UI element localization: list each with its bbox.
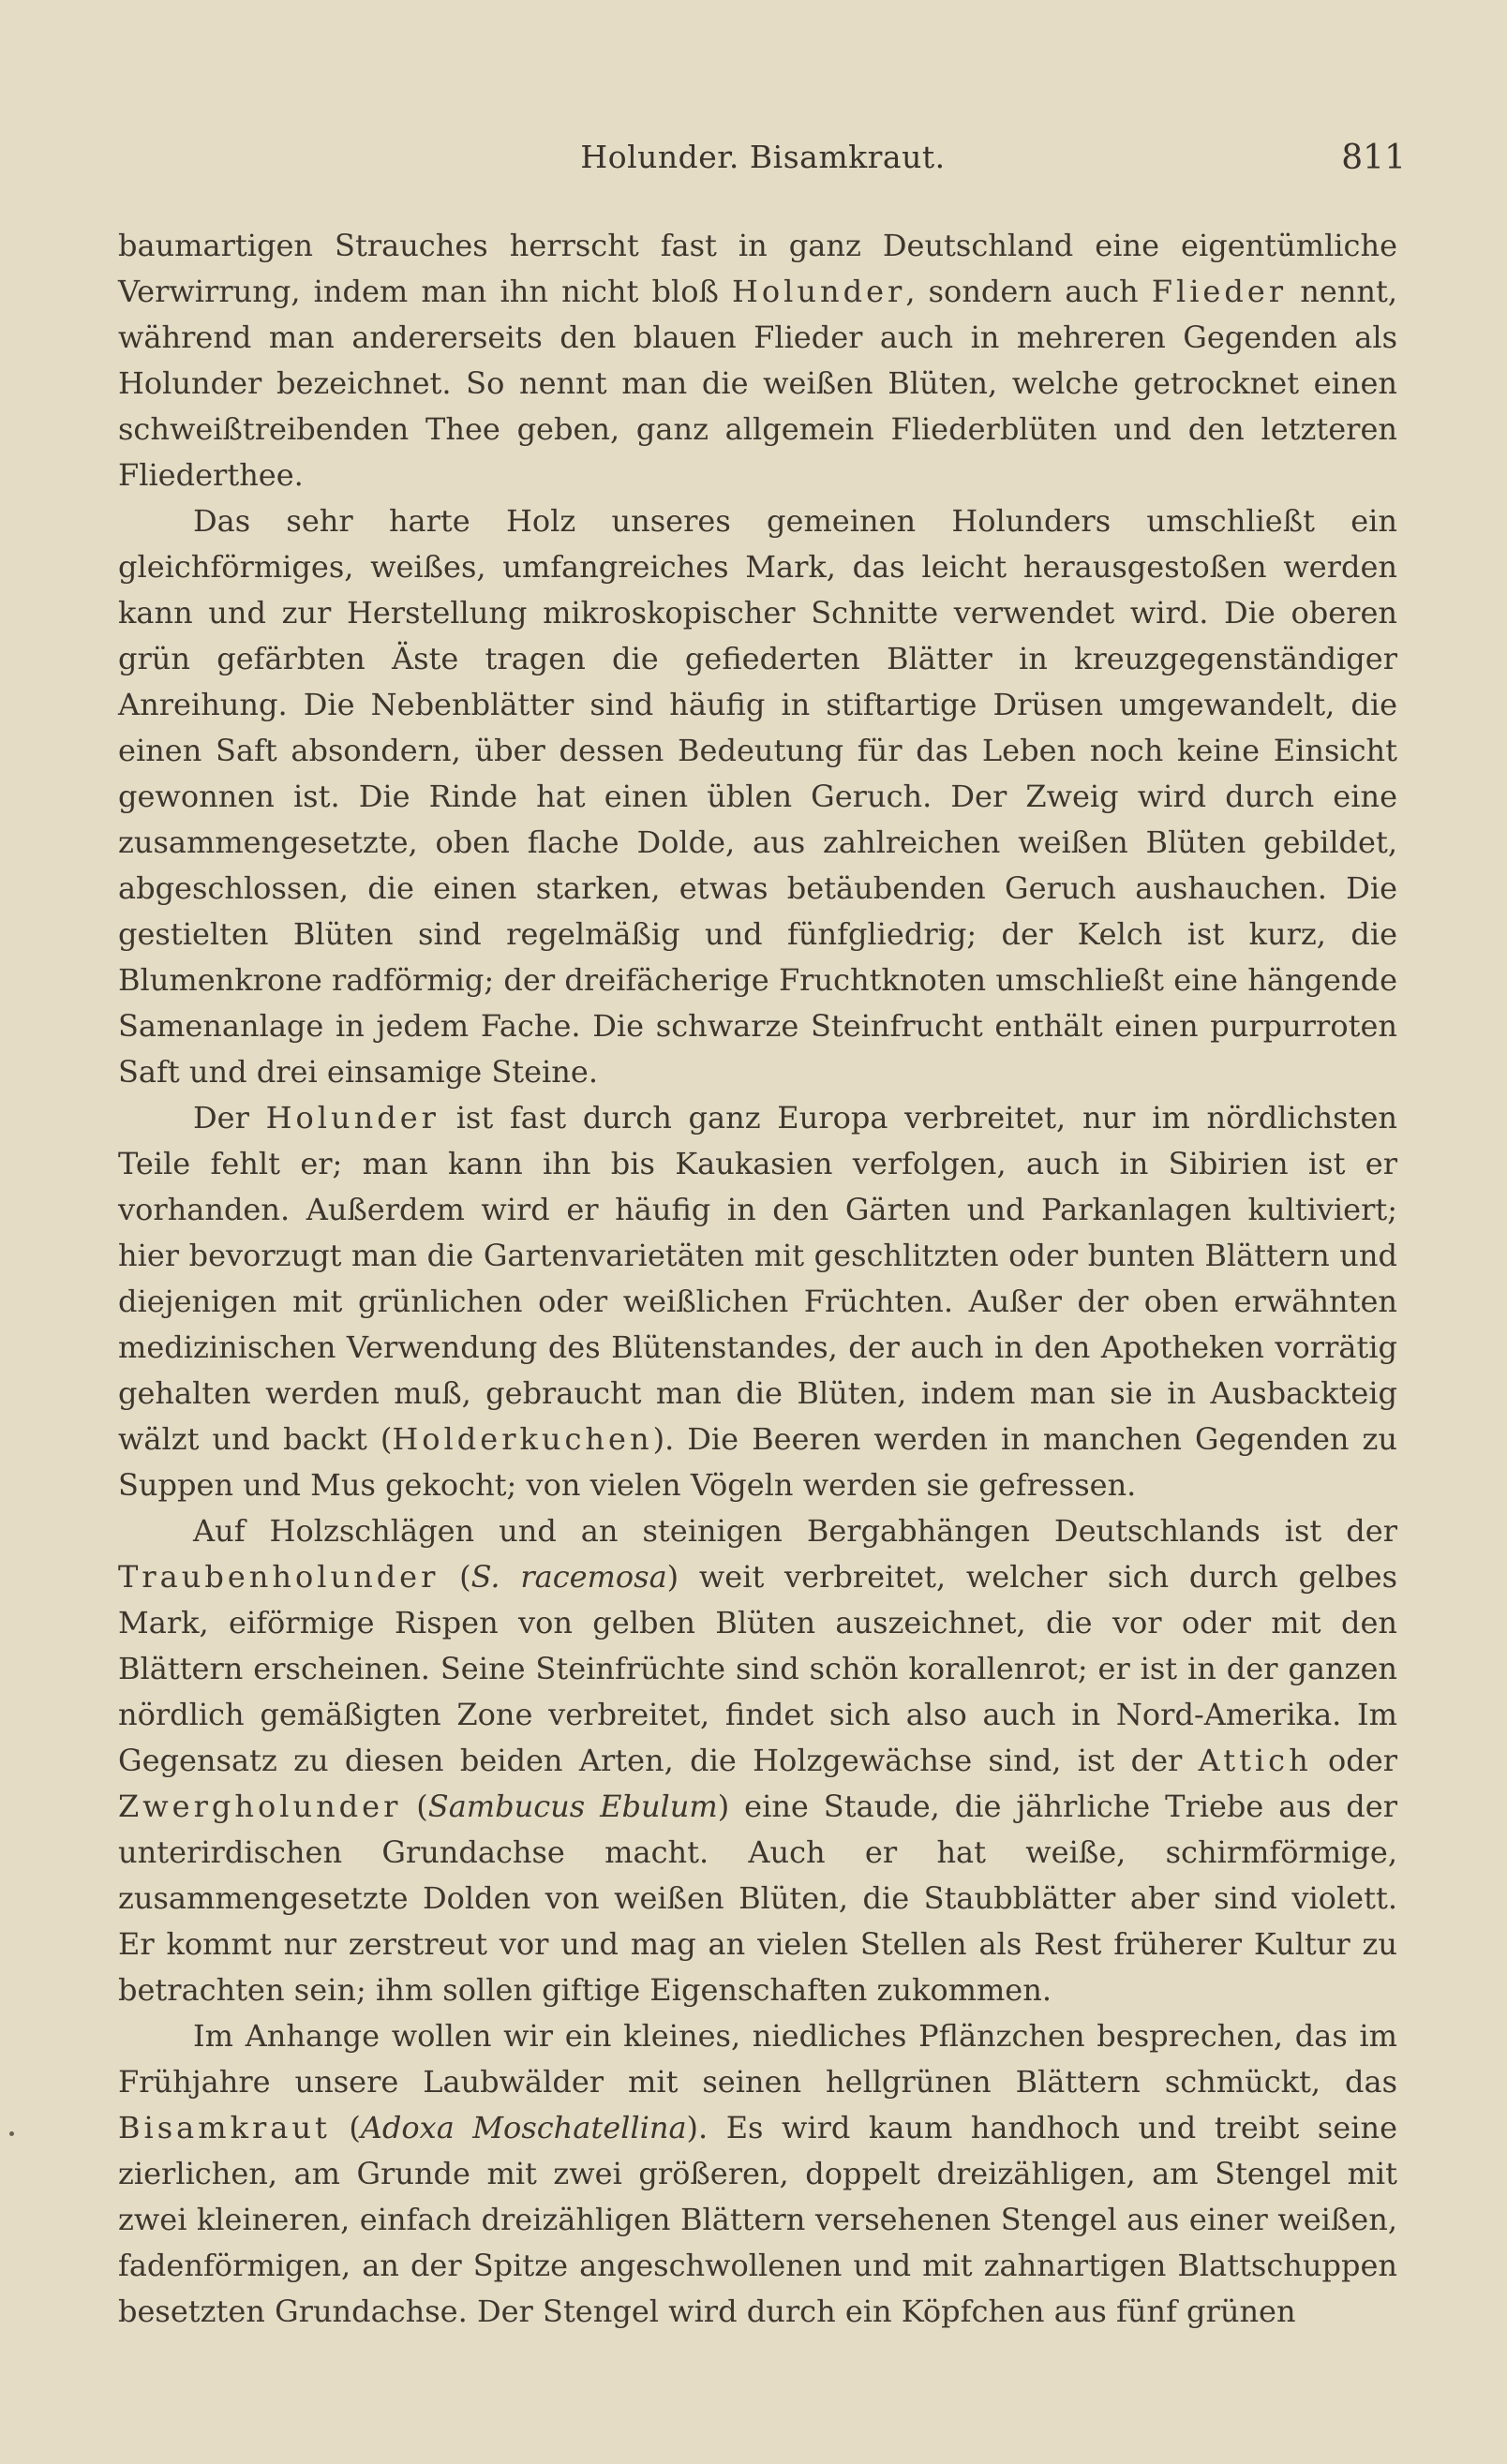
latin-name: S. racemosa [470,1559,667,1595]
text-run: Der [193,1100,266,1136]
page-number: 811 [1341,139,1406,177]
text-run: , sondern auch [905,274,1152,309]
spaced-term: Bisamkraut [118,2110,331,2145]
text-run: ( [439,1559,471,1595]
text-run: baumartigen Strauches herrscht fast in ganz Deutschland eine eigentümliche Verwirrung, indem man ihn nicht bloß [118,228,1397,309]
running-header [120,139,1406,186]
spaced-term: Flieder [1151,274,1288,309]
text-run: ( [330,2110,361,2145]
text-run: Im Anhange wollen wir ein kleines, niedliches Pflänzchen besprechen, das im Frühjahre unsere Laubwälder mit seinen hellgrünen Blättern schmückt, das [118,2018,1397,2100]
paragraph-1 [118,223,1397,498]
text-run: oder [1311,1743,1397,1778]
text-run: ) eine Staude, die jährliche Triebe aus der unterirdischen Grundachse macht. Auch er hat weiße, schirmförmige, zusammengesetzte Dolden von weißen Blüten, die Staubblätter aber sind violett. Er kommt nur zerstreut vor und mag an vielen Stellen als Rest früherer Kultur zu betrachten sein; ihm sollen giftige Eigenschaften zukommen. [118,1789,1398,2008]
spaced-term: Holunder [731,274,906,309]
spaced-term: Holunder [265,1100,440,1136]
spaced-term: Holderkuchen [392,1421,653,1457]
latin-name: Sambucus Ebulum [427,1789,718,1824]
text-run: ) weit verbreitet, welcher sich durch gelbes Mark, eiförmige Rispen von gelben Blüten auszeichnet, die vor oder mit den Blättern erscheinen. Seine Steinfrüchte sind schön korallenrot; er ist in der ganzen nördlich gemäßigten Zone verbreitet, findet sich also auch in Nord-Amerika. Im Gegensatz zu diesen beiden Arten, die Holzgewächse sind, ist der [118,1559,1397,1778]
latin-name: Adoxa Moschatellina [360,2110,687,2145]
text-run: ). Die Beeren werden in manchen Gegenden zu Suppen und Mus gekocht; von vielen Vögeln werden sie gefressen. [118,1421,1398,1503]
paragraph-3 [118,1095,1397,1508]
spaced-term: Attich [1198,1743,1312,1778]
spaced-term: Traubenholunder [118,1559,440,1595]
text-run: Auf Holzschlägen und an steinigen Bergabhängen Deutschlands ist der [193,1513,1397,1549]
body-text [118,223,1397,2335]
running-title: Holunder. Bisamkraut. [580,139,946,175]
spaced-term: Zwergholunder [118,1789,402,1824]
paragraph-4 [118,1508,1397,2013]
paragraph-2 [118,498,1397,1095]
ink-speck [9,2131,14,2136]
text-run: ( [401,1789,428,1824]
text-run: nennt, während man andererseits den blauen Flieder auch in mehreren Gegenden als Holunder bezeichnet. So nennt man die weißen Blüten, welche getrocknet einen schweißtreibenden Thee geben, ganz allgemein Fliederblüten und den letzteren Fliederthee. [118,274,1398,493]
paragraph-5 [118,2013,1397,2335]
text-run: ist fast durch ganz Europa verbreitet, nur im nördlichsten Teile fehlt er; man kann ihn bis Kaukasien verfolgen, auch in Sibirien ist er vorhanden. Außerdem wird er häufig in den Gärten und Parkanlagen kultiviert; hier bevorzugt man die Gartenvarietäten mit geschlitzten oder bunten Blättern und diejenigen mit grünlichen oder weißlichen Früchten. Außer der oben erwähnten medizinischen Verwendung des Blütenstandes, der auch in den Apotheken vorrätig gehalten werden muß, gebraucht man die Blüten, indem man sie in Ausbackteig wälzt und backt ( [118,1100,1398,1457]
text-run: ). Es wird kaum handhoch und treibt seine zierlichen, am Grunde mit zwei größeren, doppelt dreizähligen, am Stengel mit zwei kleineren, einfach dreizähligen Blättern versehenen Stengel aus einer weißen, fadenförmigen, an der Spitze angeschwollenen und mit zahnartigen Blattschuppen besetzten Grundachse. Der Stengel wird durch ein Köpfchen aus fünf grünen [118,2110,1398,2329]
text-run: Das sehr harte Holz unseres gemeinen Holunders umschließt ein gleichförmiges, weißes, umfangreiches Mark, das leicht herausgestoßen werden kann und zur Herstellung mikroskopischer Schnitte verwendet wird. Die oberen grün gefärbten Äste tragen die gefiederten Blätter in kreuzgegenständiger Anreihung. Die Nebenblätter sind häufig in stiftartige Drüsen umgewandelt, die einen Saft absondern, über dessen Bedeutung für das Leben noch keine Einsicht gewonnen ist. Die Rinde hat einen üblen Geruch. Der Zweig wird durch eine zusammengesetzte, oben flache Dolde, aus zahlreichen weißen Blüten gebildet, abgeschlossen, die einen starken, etwas betäubenden Geruch aushauchen. Die gestielten Blüten sind regelmäßig und fünfgliedrig; der Kelch ist kurz, die Blumenkrone radförmig; der dreifächerige Fruchtknoten umschließt eine hängende Samenanlage in jedem Fache. Die schwarze Steinfrucht enthält einen purpurroten Saft und drei einsamige Steine. [118,503,1397,1090]
